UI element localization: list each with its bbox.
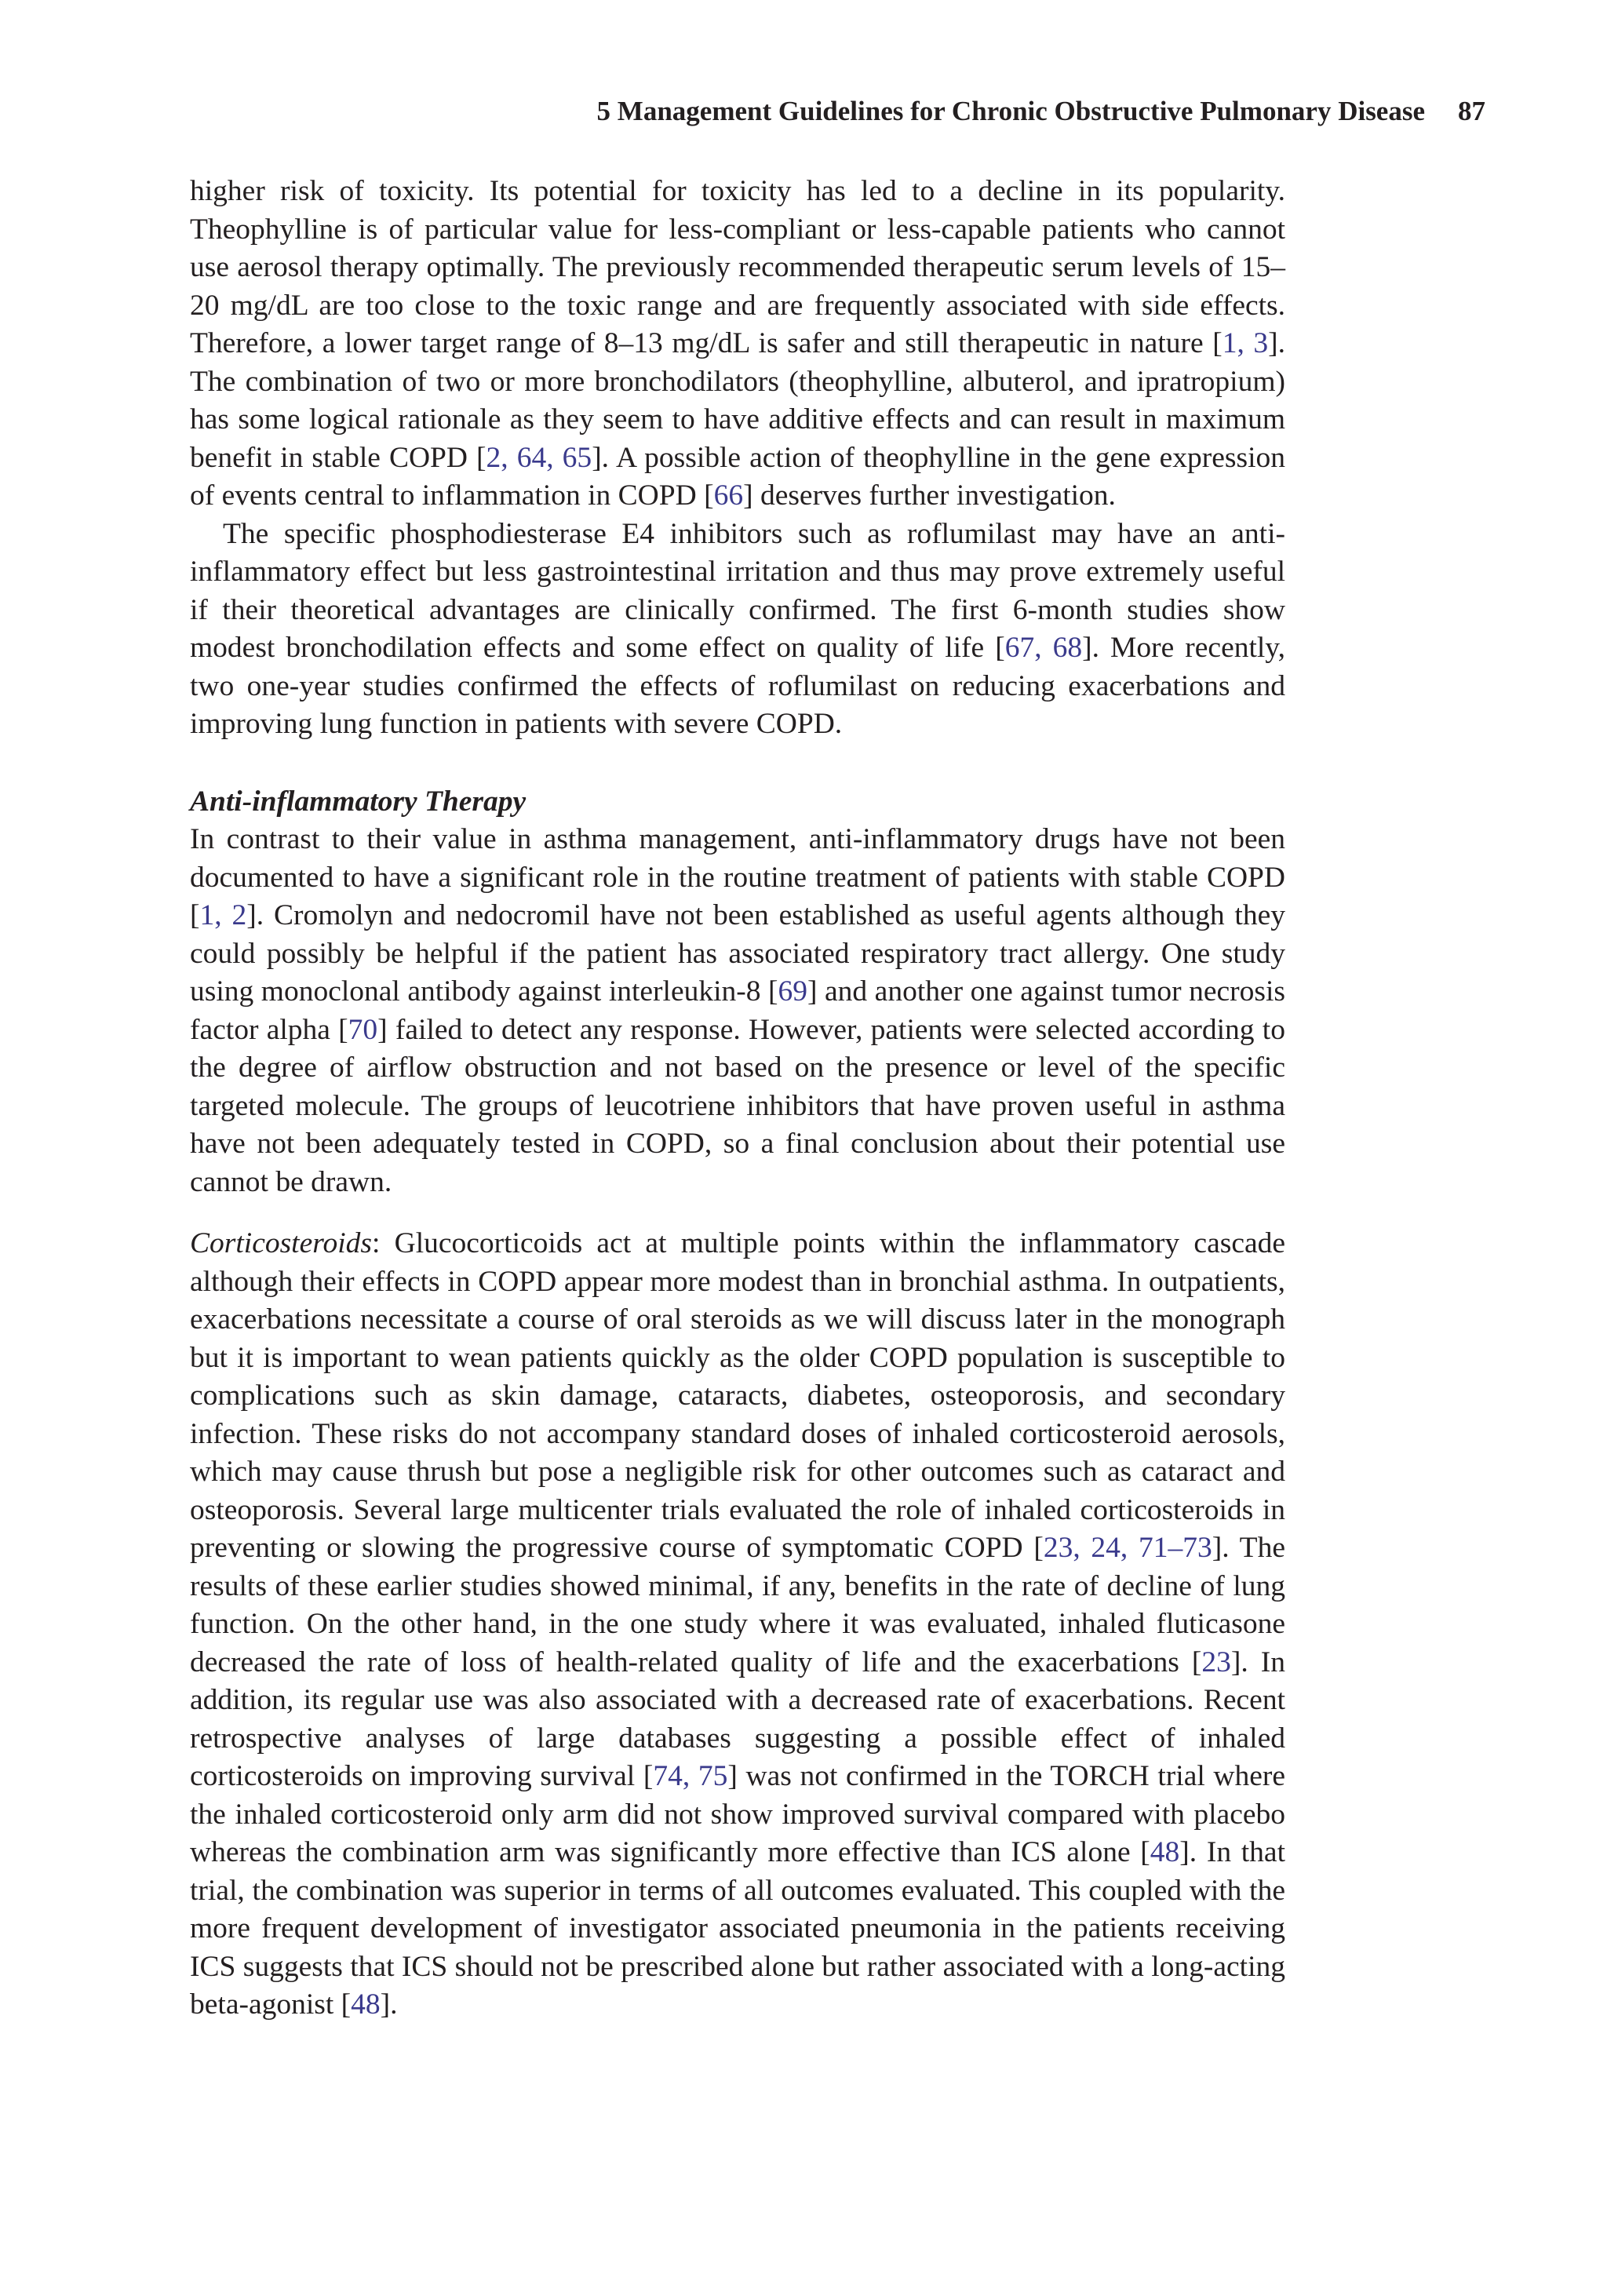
text-run: ] failed to detect any response. However, patients were selected according to the degree of airflow obstruction and not based on the presence or level of the specific targeted molecule. The groups of leucotriene inhibitors that have proven useful in asthma have not been adequately tested in COPD, so a final conclusion about their potential use cannot be drawn. — [190, 1013, 1285, 1198]
paragraph-roflumilast — [190, 516, 1285, 744]
citation-link[interactable]: 23, 24, 71–73 — [1043, 1532, 1212, 1564]
citation-link[interactable]: 23 — [1201, 1645, 1231, 1678]
text-run: ] deserves further investigation. — [743, 479, 1116, 512]
citation-link[interactable]: 48 — [1150, 1836, 1180, 1868]
citation-link[interactable]: 48 — [351, 1988, 381, 2021]
text-run: ]. A possible action of theophylline in the gene expression of events central to inflammation in COPD [ — [190, 441, 1285, 512]
citation-link[interactable]: 2, 64, 65 — [486, 441, 592, 474]
page-body — [190, 173, 1285, 2024]
run-in-heading: Corticosteroids — [190, 1227, 372, 1259]
citation-link[interactable]: 67, 68 — [1004, 632, 1083, 664]
text-run: ]. The results of these earlier studies showed minimal, if any, benefits in the rate of decline of lung function. On the other hand, in the one study where it was evaluated, inhaled fluticasone decreased the rate of loss of health-related quality of life and the exacerbations [ — [190, 1532, 1285, 1678]
text-run: : Glucocorticoids act at multiple points within the inflammatory cascade although their effects in COPD appear more modest than in bronchial asthma. In outpatients, exacerbations necessitate a course of oral steroids as we will discuss later in the monograph but it is important to wean patients quickly as the older COPD population is susceptible to complications such as skin damage, cataracts, diabetes, osteoporosis, and secondary infection. These risks do not accompany standard doses of inhaled corticosteroid aerosols, which may cause thrush but pose a negligible risk for other outcomes such as cataract and osteoporosis. Several large multicenter trials evaluated the role of inhaled corticosteroids in preventing or slowing the progressive course of symptomatic COPD [ — [190, 1227, 1285, 1564]
citation-link[interactable]: 1, 3 — [1222, 327, 1269, 359]
citation-link[interactable]: 1, 2 — [199, 899, 247, 931]
text-run: ]. In addition, its regular use was also associated with a decreased rate of exacerbations. Recent retrospective analyses of large databases suggesting a possible effect of inhaled corticosteroids on improving survival [ — [190, 1645, 1285, 1792]
text-run: ]. In that trial, the combination was superior in terms of all outcomes evaluated. This coupled with the more frequent development of investigator associated pneumonia in the patients receiving ICS suggests that ICS should not be prescribed alone but rather associated with a long-acting beta-agonist [ — [190, 1836, 1285, 2021]
paragraph-theophylline — [190, 173, 1285, 516]
text-run: ] was not confirmed in the TORCH trial where the inhaled corticosteroid only arm did not show improved survival compared with placebo whereas the combination arm was significantly more effective than ICS alone [ — [190, 1760, 1285, 1868]
text-run: ]. Cromolyn and nedocromil have not been established as useful agents although they could possibly be helpful if the patient has associated respiratory tract allergy. One study using monoclonal antibody against interleukin-8 [ — [190, 899, 1285, 1008]
paragraph-corticosteroids — [190, 1225, 1285, 2024]
text-run: In contrast to their value in asthma management, anti-inflammatory drugs have not been documented to have a significant role in the routine treatment of patients with stable COPD [ — [190, 823, 1285, 931]
running-title: 5 Management Guidelines for Chronic Obstructive Pulmonary Disease — [596, 96, 1425, 126]
section-heading: Anti-inflammatory Therapy — [190, 785, 527, 818]
text-run: The specific phosphodiesterase E4 inhibitors such as roflumilast may have an anti-inflammatory effect but less gastrointestinal irritation and thus may prove extremely useful if their theoretical advantages are clinically confirmed. The first 6-month studies show modest bronchodilation effects and some effect on quality of life [ — [190, 517, 1285, 664]
page-number: 87 — [1458, 96, 1485, 126]
text-run: higher risk of toxicity. Its potential for toxicity has led to a decline in its popularity. Theophylline is of particular value for less-compliant or less-capable patients who cannot use aerosol therapy optimally. The previously recommended therapeutic serum levels of 15–20 mg/dL are too close to the toxic range and are frequently associated with side effects. Therefore, a lower target range of 8–13 mg/dL is safer and still therapeutic in nature [ — [190, 175, 1285, 359]
text-run: ]. — [380, 1988, 398, 2021]
text-run: ] and another one against tumor necrosis factor alpha [ — [190, 975, 1285, 1046]
citation-link[interactable]: 66 — [713, 479, 744, 512]
citation-link[interactable]: 74, 75 — [653, 1760, 728, 1792]
text-run: ]. The combination of two or more bronchodilators (theophylline, albuterol, and ipratropium) has some logical rationale as they seem to have additive effects and can result in maximum benefit in stable COPD [ — [190, 327, 1286, 474]
citation-link[interactable]: 70 — [348, 1013, 378, 1046]
citation-link[interactable]: 69 — [778, 975, 808, 1008]
running-head — [0, 93, 1485, 130]
text-run: ]. More recently, two one-year studies confirmed the effects of roflumilast on reducing exacerbations and improving lung function in patients with severe COPD. — [190, 632, 1285, 740]
paragraph-anti-inflammatory — [190, 821, 1285, 1201]
